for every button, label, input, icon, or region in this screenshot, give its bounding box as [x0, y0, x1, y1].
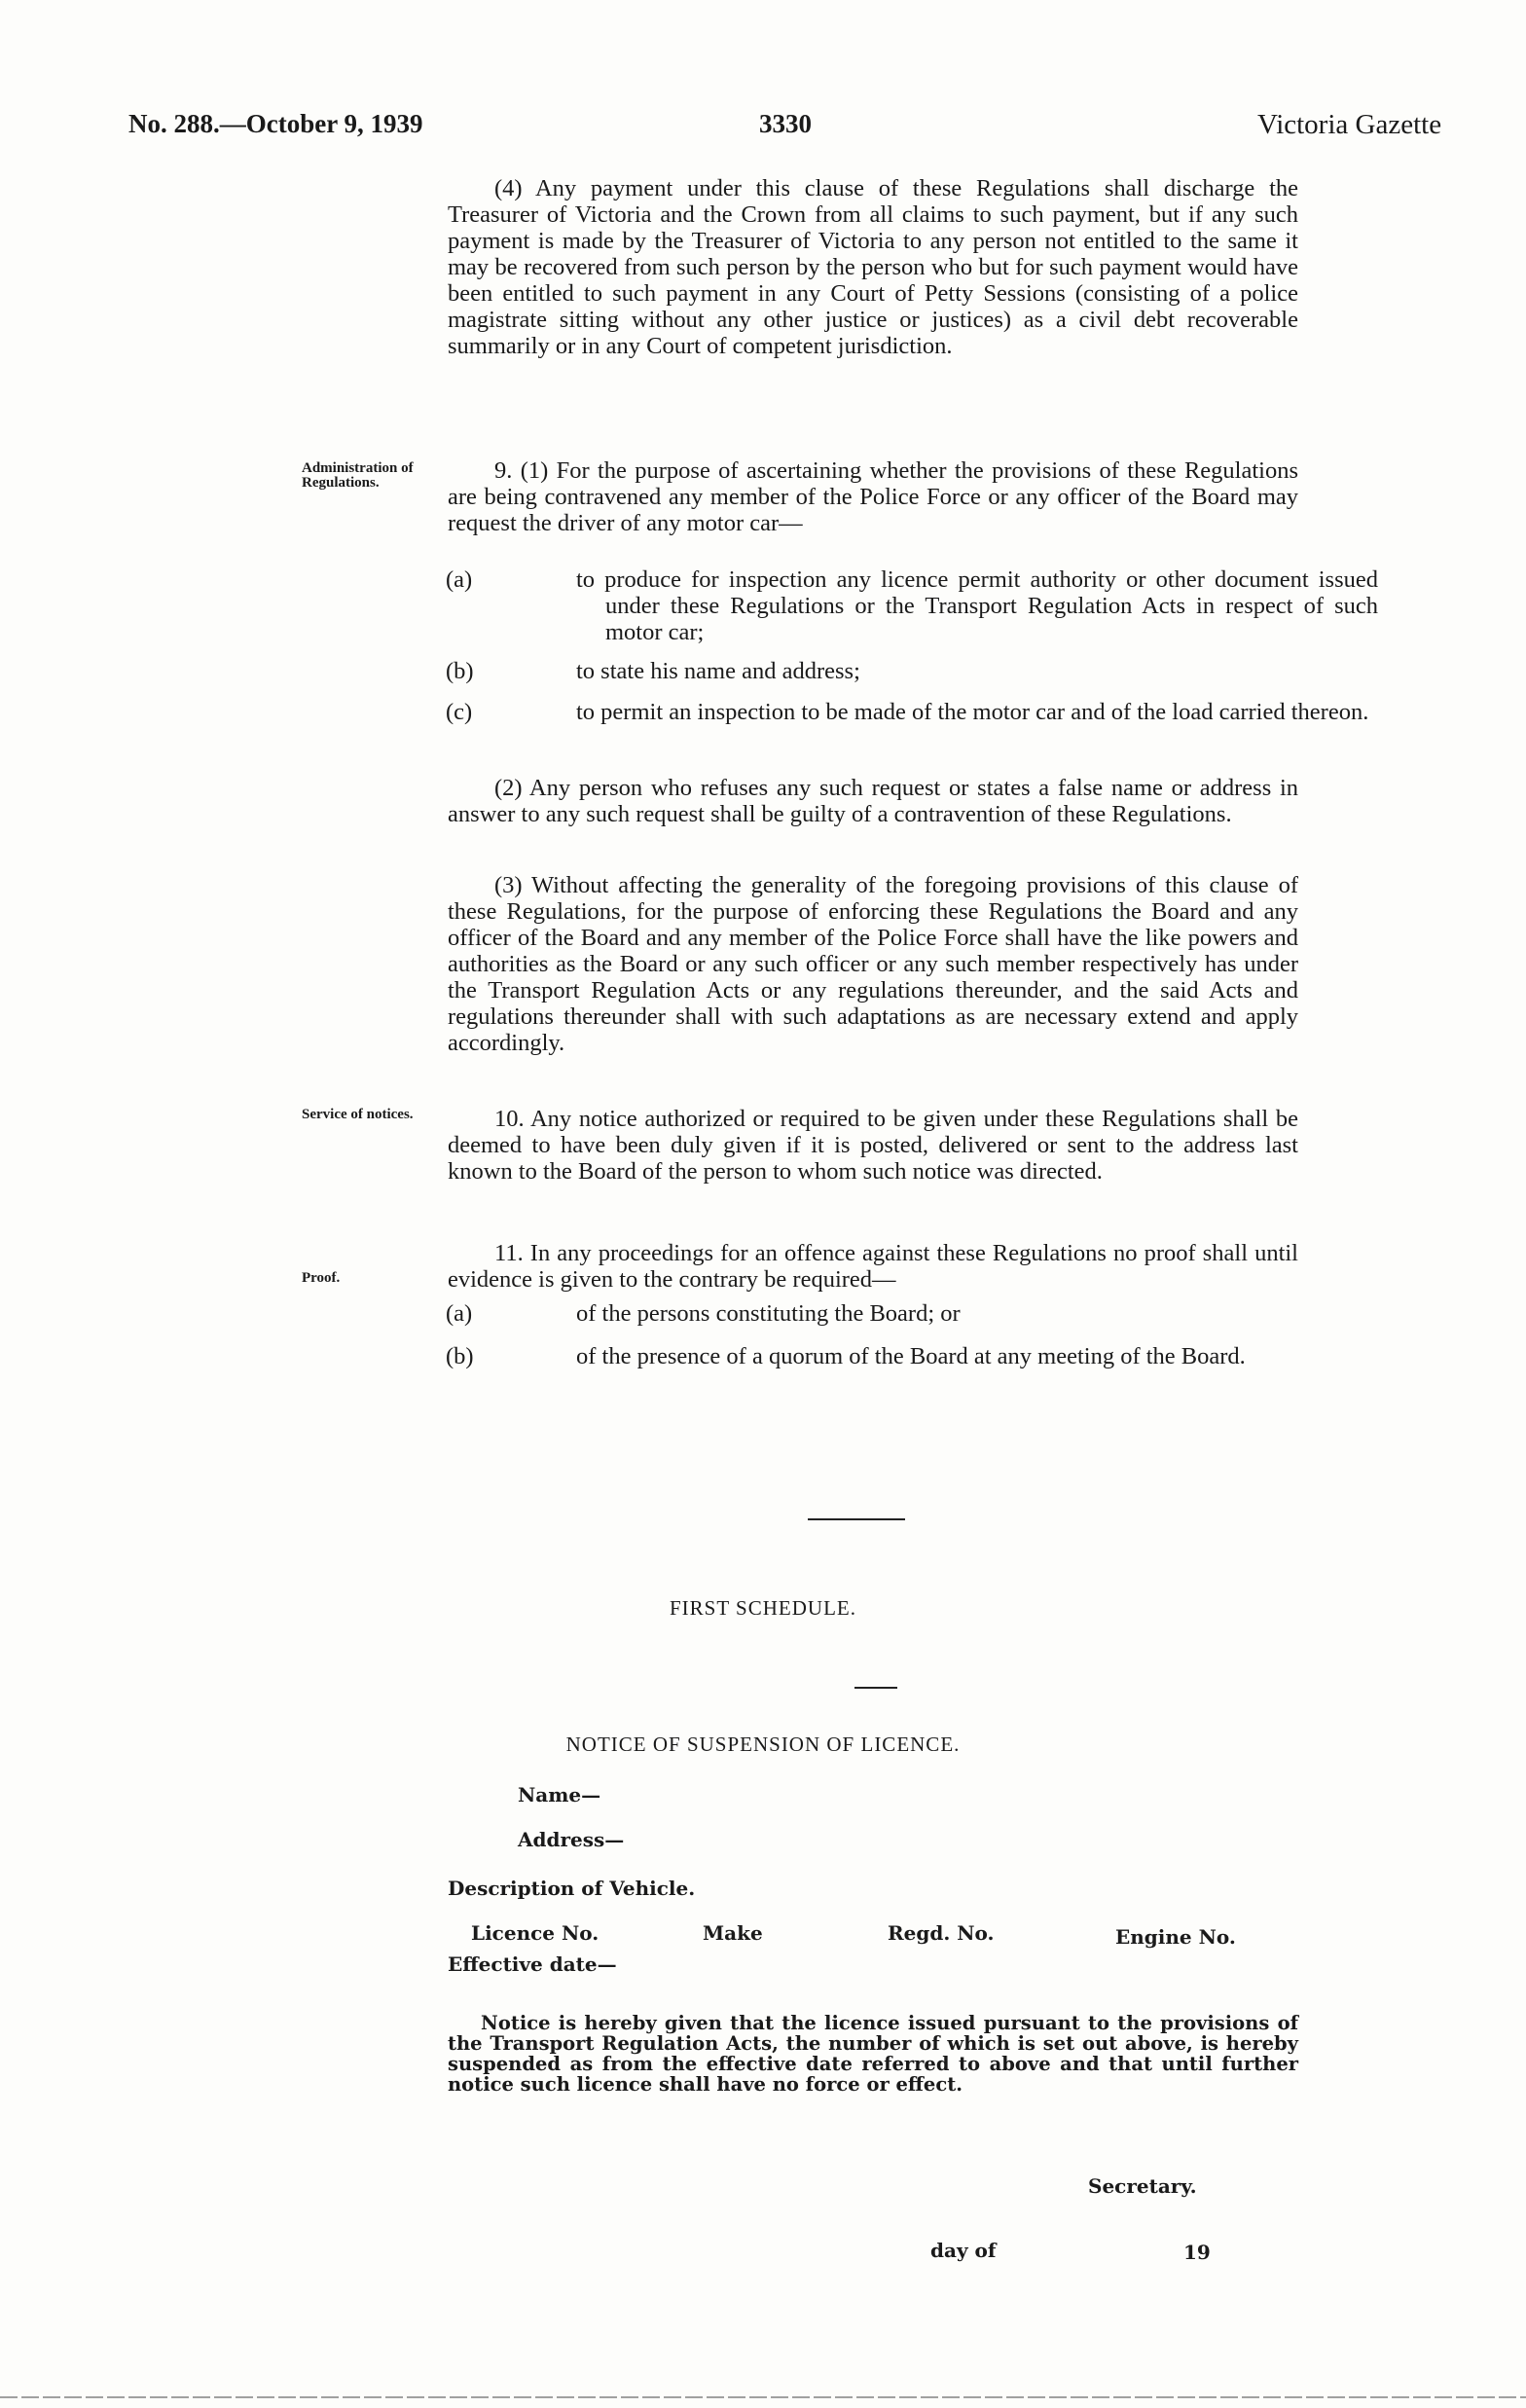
- margin-note-administration: Administration of Regulations.: [302, 460, 414, 491]
- clause-10: [448, 1106, 1298, 1204]
- schedule-title: FIRST SCHEDULE.: [670, 1596, 856, 1620]
- clause-9-c: [446, 699, 1378, 725]
- clause-11-a-text: of the persons constituting the Board; or: [576, 1300, 961, 1327]
- notice-body-text: Notice is hereby given that the licence issued pursuant to the provisions of the Transport Regulation Acts, the number of which is set out above, is hereby suspended as from the effective date referred to above and that until further notice such licence shall have no force or effect.: [448, 2012, 1298, 2096]
- clause-9-3: [448, 872, 1298, 1076]
- form-make-label: Make: [703, 1921, 763, 1945]
- clause-9-a-label: (a): [446, 566, 473, 593]
- clause-8-4-text: (4) Any payment under this clause of these Regulations shall discharge the Treasurer of Victoria and the Crown from all claims to such payment, but if any such payment is made by the Treasurer of Victoria to any person not entitled to the same it may be recovered from such person by the person who but for such payment would have been entitled to such payment in any Court of Petty Sessions (consisting of a police magistrate sitting without any other justice or justices) as a civil debt recoverable summarily or in any Court of competent jurisdiction.: [448, 175, 1298, 359]
- clause-11-a: [446, 1300, 1378, 1327]
- form-engine-no-label: Engine No.: [1115, 1925, 1236, 1949]
- clause-9-c-label: (c): [446, 699, 473, 725]
- day-of-label: day of: [930, 2239, 997, 2262]
- schedule-divider: [854, 1687, 897, 1689]
- clause-9-b-label: (b): [446, 658, 474, 684]
- clause-11-b: [446, 1343, 1378, 1369]
- margin-note-service: Service of notices.: [302, 1107, 414, 1122]
- year-label: 19: [1183, 2241, 1211, 2264]
- margin-note-proof: Proof.: [302, 1270, 341, 1286]
- clause-9-2: [448, 775, 1298, 847]
- form-name-label: Name—: [518, 1783, 601, 1806]
- clause-9-b: [446, 658, 1378, 684]
- secretary-label: Secretary.: [1088, 2174, 1197, 2198]
- clause-8-4: [448, 175, 1298, 379]
- clause-9-3-text: (3) Without affecting the generality of the foregoing provisions of this clause of these Regulations, for the purpose of enforcing these Regulations the Board and any officer of the Board and any member of the Police Force shall have the like powers and authorities as the Board or any such officer or any such member respectively has under the Transport Regulation Acts or any regulations thereunder, and the said Acts and regulations thereunder shall with such adaptations as are necessary extend and apply accordingly.: [448, 872, 1298, 1056]
- clause-9-intro: [448, 457, 1298, 556]
- clause-9-c-text: to permit an inspection to be made of the motor car and of the load carried thereon.: [576, 699, 1369, 725]
- clause-11-a-label: (a): [446, 1300, 473, 1327]
- issue-date: No. 288.—October 9, 1939: [128, 109, 423, 138]
- clause-10-text: 10. Any notice authorized or required to be given under these Regulations shall be deemed to have been duly given if it is posted, delivered or sent to the address last known to the Board of the person to whom such notice was directed.: [448, 1106, 1298, 1185]
- form-licence-no-label: Licence No.: [471, 1921, 600, 1945]
- form-effective-date-label: Effective date—: [448, 1952, 617, 1976]
- notice-title: NOTICE OF SUSPENSION OF LICENCE.: [565, 1733, 961, 1756]
- clause-11-text: 11. In any proceedings for an offence against these Regulations no proof shall until evidence is given to the contrary be required—: [448, 1240, 1298, 1293]
- clause-9-1-text: 9. (1) For the purpose of ascertaining whether the provisions of these Regulations are being contravened any member of the Police Force or any officer of the Board may request the driver of any motor car—: [448, 457, 1298, 536]
- clause-9-2-text: (2) Any person who refuses any such request or states a false name or address in answer to any such request shall be guilty of a contravention of these Regulations.: [448, 775, 1298, 827]
- page-bottom-edge: [0, 2396, 1526, 2398]
- publication-title: Victoria Gazette: [1257, 109, 1442, 140]
- section-divider: [808, 1518, 905, 1520]
- form-address-label: Address—: [518, 1828, 625, 1851]
- clause-11-b-text: of the presence of a quorum of the Board at any meeting of the Board.: [576, 1343, 1246, 1369]
- clause-9-b-text: to state his name and address;: [576, 658, 860, 684]
- clause-11-b-label: (b): [446, 1343, 474, 1369]
- clause-9-a: [446, 566, 1378, 645]
- page-number: 3330: [759, 109, 812, 138]
- form-regd-no-label: Regd. No.: [888, 1921, 995, 1945]
- clause-9-a-text: to produce for inspection any licence permit authority or other document issued under these Regulations or the Transport Regulation Acts in respect of such motor car;: [576, 566, 1378, 645]
- form-description-label: Description of Vehicle.: [448, 1877, 696, 1900]
